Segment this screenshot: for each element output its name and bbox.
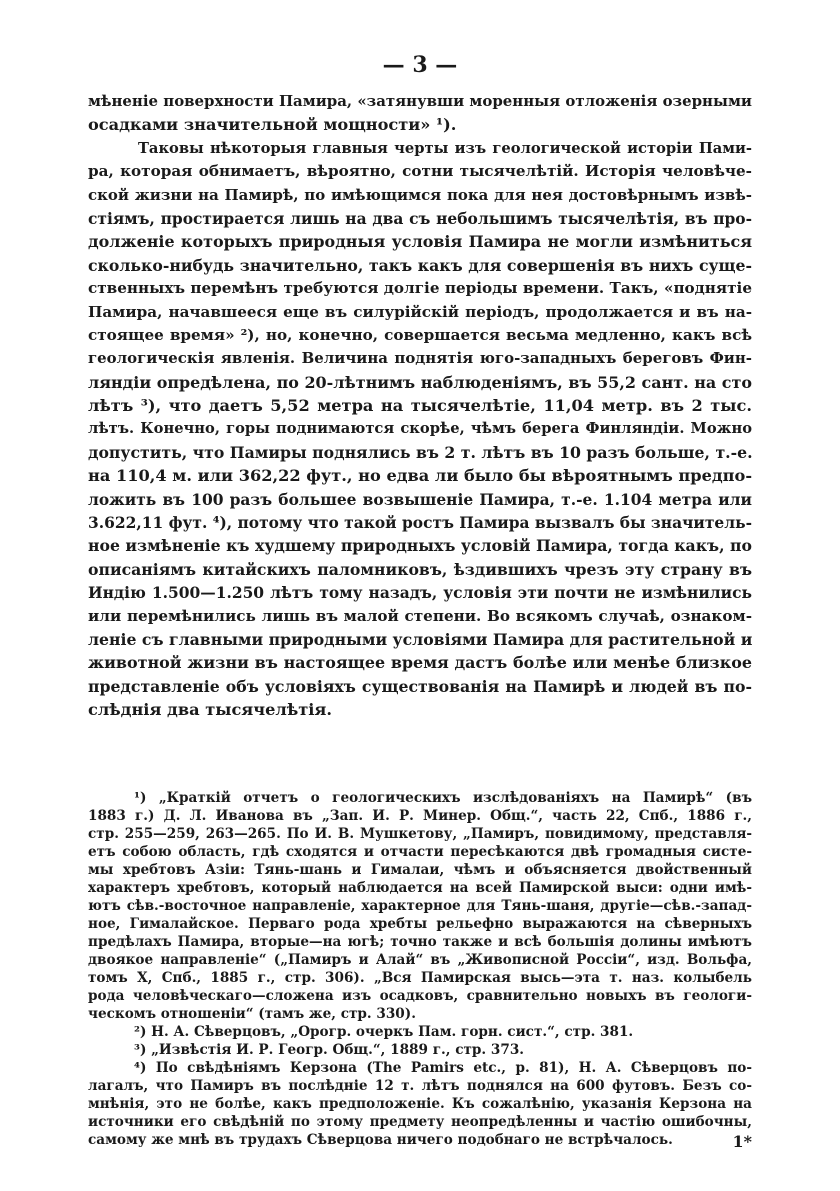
body-line: осадками значительной мощности» ¹). [88, 115, 457, 135]
footnote-line: ное, Гималайское. Перваго рода хребты рельефно выражаются на сѣверныхъ [88, 916, 752, 932]
footnote-line: предѣлахъ Памира, вторые—на югѣ; точно также и всѣ большія долины имѣютъ [88, 934, 752, 950]
body-line: Памира, начавшееся еще въ силурійскій періодъ, продолжается и въ на- [88, 302, 752, 321]
body-text [88, 90, 752, 722]
body-line: или перемѣнились лишь въ малой степени. Во всякомъ случаѣ, ознаком- [88, 606, 752, 625]
footnote-line: мы хребтовъ Азіи: Тянь-шань и Гималаи, чѣмъ и объясняется двойственный [88, 862, 752, 878]
footnote-line: стр. 255—259, 263—265. По И. В. Мушкетову, „Памиръ, повидимому, представля- [88, 826, 752, 842]
footnote-line: ²) Н. А. Сѣверцовъ, „Орогр. очеркъ Пам. горн. сист.“, стр. 381. [134, 1024, 634, 1040]
body-line: сколько-нибудь значительно, такъ какъ для совершенія въ нихъ суще- [88, 255, 752, 275]
footnote-line: рода человѣческаго—сложена изъ осадковъ, сравнительно новыхъ въ геологи- [88, 988, 752, 1004]
footnote-line: мнѣнія, это не болѣе, какъ предположеніе. Къ сожалѣнію, указанія Керзона на [88, 1096, 752, 1112]
footnote-line: ческомъ отношеніи“ (тамъ же, стр. 330). [88, 1006, 416, 1022]
page-number: — 3 — [382, 52, 458, 78]
body-line: ственныхъ перемѣнъ требуются долгіе періоды времени. Такъ, «поднятіе [88, 279, 752, 298]
body-line: ное измѣненіе къ худшему природныхъ условій Памира, тогда какъ, по [88, 536, 752, 556]
body-line: описаніямъ китайскихъ паломниковъ, ѣздившихъ чрезъ эту страну въ [88, 559, 752, 579]
footnote-line: ³) „Извѣстія И. Р. Геогр. Общ.“, 1889 г., стр. 373. [134, 1042, 525, 1058]
body-line: допустить, что Памиры поднялись въ 2 т. лѣтъ въ 10 разъ больше, т.-е. [88, 442, 753, 462]
body-line: Индію 1.500—1.250 лѣтъ тому назадъ, условія эти почти не измѣнились [88, 583, 752, 603]
body-line: стоящее время» ²), но, конечно, совершается весьма медленно, какъ всѣ [88, 325, 752, 344]
body-line: долженіе которыхъ природныя условія Памира не могли измѣниться [88, 232, 752, 252]
body-line: Таковы нѣкоторыя главныя черты изъ геологической исторіи Пами- [138, 139, 752, 157]
body-line: леніе съ главными природными условіями Памира для растительной и [88, 629, 753, 649]
body-line: животной жизни въ настоящее время дастъ болѣе или менѣе близкое [88, 653, 752, 673]
footnotes [88, 789, 752, 1149]
body-line: ра, которая обнимаетъ, вѣроятно, сотни тысячелѣтій. Исторія человѣче- [88, 162, 752, 181]
body-line: лѣтъ ³), что даетъ 5,52 метра на тысячелѣтіе, 11,04 метр. въ 2 тыс. [88, 396, 752, 416]
footnote-line: двоякое направленіе“ („Памиръ и Алай“ въ „Живописной Россіи“, изд. Вольфа, [88, 952, 752, 968]
body-line: лѣтъ. Конечно, горы поднимаются скорѣе, чѣмъ берега Финляндіи. Можно [88, 420, 752, 438]
body-line: геологическія явленія. Величина поднятія юго-западныхъ береговъ Фин- [88, 349, 752, 368]
footnote-line: самому же мнѣ въ трудахъ Сѣверцова ничего подобнаго не встрѣчалось. [88, 1132, 673, 1148]
body-line: 3.622,11 фут. ⁴), потому что такой ростъ Памира вызвалъ бы значитель- [88, 513, 752, 533]
footnote-line: ¹) „Краткій отчетъ о геологическихъ изслѣдованіяхъ на Памирѣ“ (въ [134, 790, 752, 806]
body-line: представленіе объ условіяхъ существованія на Памирѣ и людей въ по- [88, 676, 752, 696]
body-line: на 110,4 м. или 362,22 фут., но едва ли было бы вѣроятнымъ предпо- [88, 466, 753, 486]
signature-mark: 1* [732, 1132, 752, 1151]
body-line: ложить въ 100 разъ большее возвышеніе Памира, т.-е. 1.104 метра или [88, 489, 752, 509]
footnote-line: ⁴) По свѣдѣніямъ Керзона (The Pamirs etc., p. 81), Н. А. Сѣверцовъ по- [134, 1060, 752, 1076]
body-line: стіямъ, простирается лишь на два съ небольшимъ тысячелѣтія, въ про- [88, 208, 752, 228]
footnote-line: источники его свѣдѣній по этому предмету неопредѣленны и частію ошибочны, [88, 1114, 752, 1130]
footnote-line: 1883 г.) Д. Л. Иванова въ „Зап. И. Р. Минер. Общ.“, часть 22, Спб., 1886 г., [88, 808, 752, 824]
footnote-line: лагалъ, что Памиръ въ послѣдніе 12 т. лѣтъ поднялся на 600 футовъ. Безъ со- [88, 1078, 752, 1094]
body-line: ляндіи опредѣлена, по 20-лѣтнимъ наблюденіямъ, въ 55,2 сант. на сто [88, 372, 752, 392]
footnote-line: ютъ сѣв.-восточное направленіе, характерное для Тянь-шаня, другіе—сѣв.-запад- [88, 898, 752, 914]
footnote-line: етъ собою область, гдѣ сходятся и отчасти пересѣкаются двѣ громадныя систе- [88, 844, 752, 860]
body-line: мѣненіе поверхности Памира, «затянувши моренныя отложенія озерными [88, 92, 752, 110]
footnote-line: характеръ хребтовъ, который наблюдается на всей Памирской выси: одни имѣ- [88, 880, 752, 896]
body-line: ской жизни на Памирѣ, по имѣющимся пока для нея достовѣрнымъ извѣ- [88, 185, 752, 204]
footnote-line: томъ X, Спб., 1885 г., стр. 306). „Вся Памирская высь—эта т. наз. колыбель [88, 970, 752, 986]
body-line: слѣднія два тысячелѣтія. [88, 700, 332, 720]
